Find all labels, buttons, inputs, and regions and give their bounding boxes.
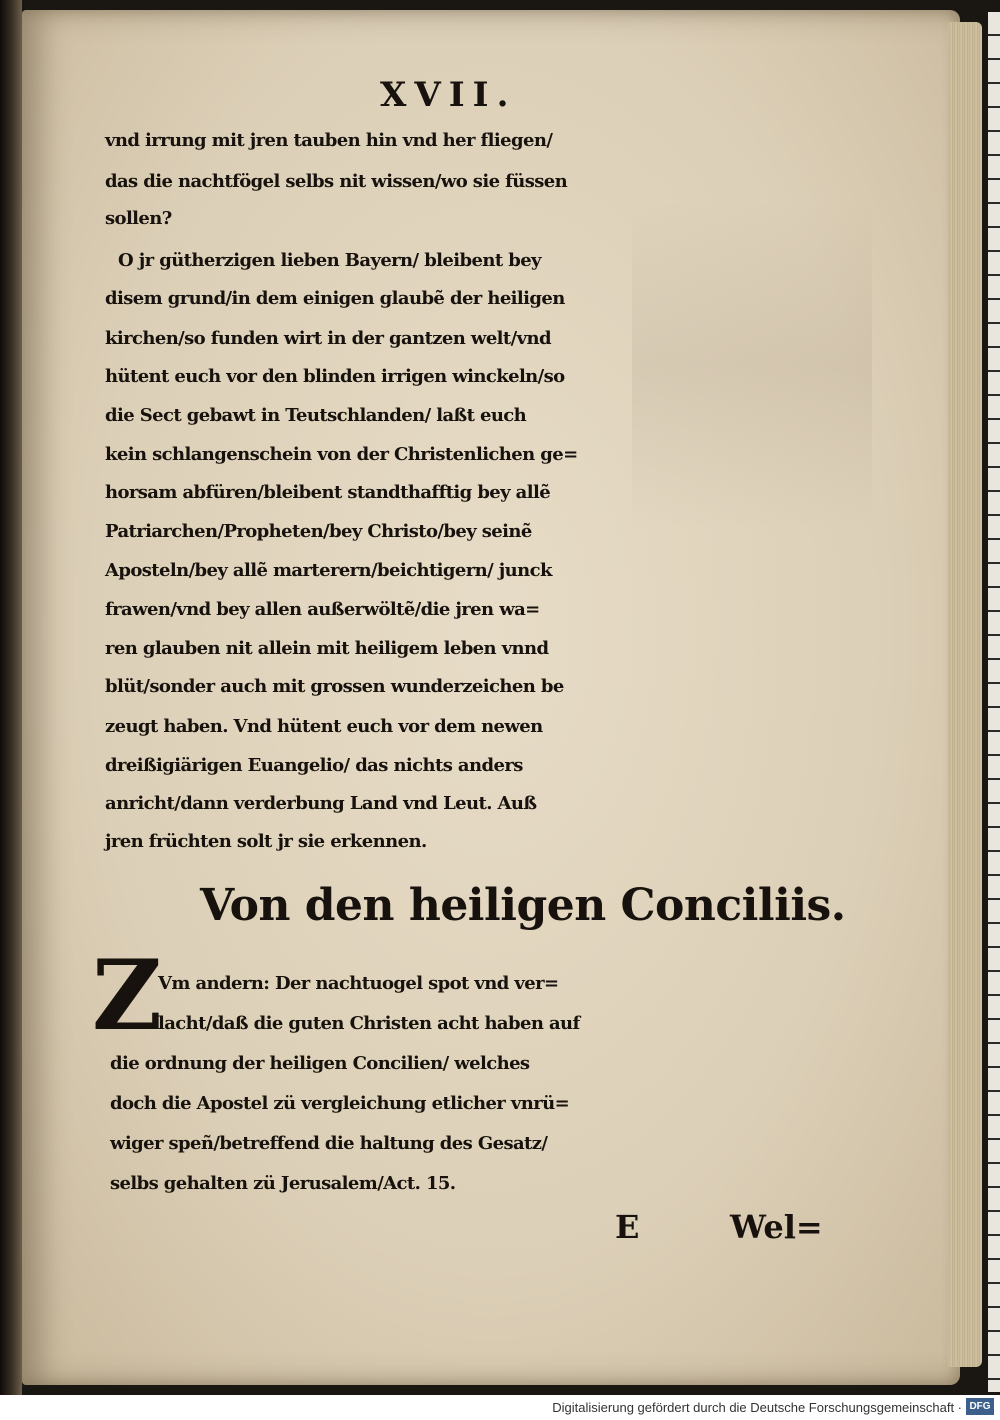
section-heading: Von den heiligen Conciliis. [200,880,846,931]
body-line: horsam abfüren/bleibent standthafftig bey allẽ [105,482,551,503]
body-line: disem grund/in dem einigen glaubẽ der heiligen [105,288,565,309]
body-line: dreißigiärigen Euangelio/ das nichts anders [105,755,523,776]
signature-mark: E [615,1208,640,1246]
dfg-logo: DFG [966,1398,994,1415]
footer-credit: Digitalisierung gefördert durch die Deutsche Forschungsgemeinschaft · [552,1400,962,1415]
drop-initial: Z [92,939,163,1052]
body-line: O jr gütherzigen lieben Bayern/ bleibent bey [118,250,541,271]
body-line: Patriarchen/Propheten/bey Christo/bey seinẽ [105,521,532,542]
body-line: hütent euch vor den blinden irrigen winckeln/so [105,366,565,387]
body-line: blüt/sonder auch mit grossen wunderzeichen be [105,676,564,697]
body-line: das die nachtfögel selbs nit wissen/wo sie füssen [105,171,568,192]
section-line: wiger speñ/betreffend die haltung des Gesatz/ [110,1133,548,1154]
ink-bleed-through [632,200,872,530]
body-line: zeugt haben. Vnd hütent euch vor dem newen [105,716,543,737]
catchword: Wel= [730,1208,823,1246]
section-line: die ordnung der heiligen Concilien/ welches [110,1053,530,1074]
scale-bar [988,12,1000,1392]
body-line: die Sect gebawt in Teutschlanden/ laßt euch [105,405,527,426]
body-line: kein schlangenschein von der Christenlichen ge= [105,444,578,465]
body-line: frawen/vnd bey allen außerwöltẽ/die jren wa= [105,599,540,620]
page-number: XVII. [380,75,517,115]
left-book-edge [0,0,22,1395]
footer-bar [0,1395,1000,1420]
body-line: jren früchten solt jr sie erkennen. [105,831,427,852]
body-line: Aposteln/bey allẽ marterern/beichtigern/ junck [105,560,552,581]
section-line: Vm andern: Der nachtuogel spot vnd ver= [158,973,559,994]
body-line: kirchen/so funden wirt in der gantzen welt/vnd [105,328,551,349]
body-line: sollen? [105,208,172,229]
body-line: vnd irrung mit jren tauben hin vnd her fliegen/ [105,130,553,151]
body-line: ren glauben nit allein mit heiligem leben vnnd [105,638,549,659]
section-line: doch die Apostel zü vergleichung etlicher vnrü= [110,1093,570,1114]
page-fore-edge [948,22,982,1367]
section-line: selbs gehalten zü Jerusalem/Act. 15. [110,1173,456,1194]
section-line: lacht/daß die guten Christen acht haben auf [158,1013,580,1034]
body-line: anricht/dann verderbung Land vnd Leut. Auß [105,793,537,814]
